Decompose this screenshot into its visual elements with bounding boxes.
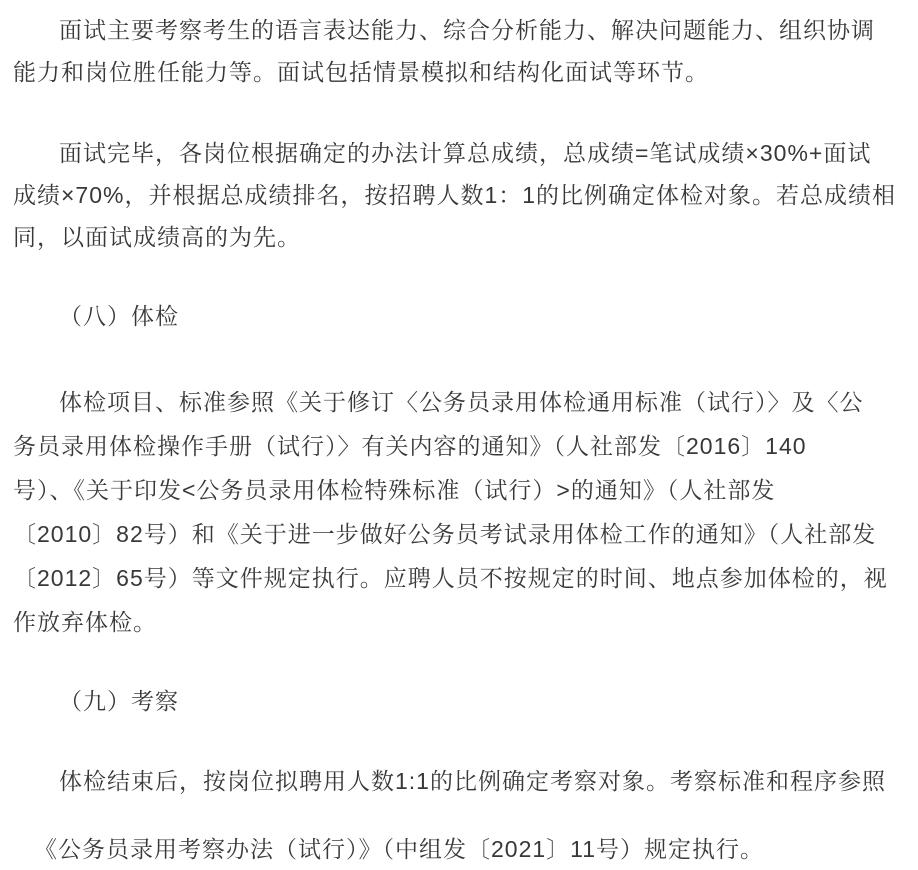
text-line: 体检结束后，按岗位拟聘用人数1:1的比例确定考察对象。考察标准和程序参照 bbox=[59, 768, 886, 794]
section-heading-text: （八）体检 bbox=[59, 303, 179, 329]
paragraph-inspection-regulation bbox=[13, 828, 905, 870]
section-heading-inspection bbox=[13, 680, 905, 722]
paragraph-interview-abilities bbox=[13, 9, 905, 93]
section-heading-text: （九）考察 bbox=[59, 688, 179, 714]
text-line: 同，以面试成绩高的为先。 bbox=[13, 224, 301, 250]
text-line: 成绩×70%，并根据总成绩排名，按招聘人数1：1的比例确定体检对象。若总成绩相 bbox=[13, 182, 897, 208]
paragraph-inspection-ratio bbox=[13, 760, 905, 802]
text-line: 〔2012〕65号）等文件规定执行。应聘人员不按规定的时间、地点参加体检的，视 bbox=[13, 565, 888, 591]
paragraph-total-score-formula bbox=[13, 132, 905, 258]
section-heading-physical-exam bbox=[13, 295, 905, 337]
text-line: 面试完毕，各岗位根据确定的办法计算总成绩，总成绩=笔试成绩×30%+面试 bbox=[59, 140, 872, 166]
paragraph-physical-exam-standards bbox=[13, 380, 905, 644]
text-line: 体检项目、标准参照《关于修订〈公务员录用体检通用标准（试行）〉及〈公 bbox=[59, 389, 864, 415]
text-line: 作放弃体检。 bbox=[13, 609, 157, 635]
text-line: 面试主要考察考生的语言表达能力、综合分析能力、解决问题能力、组织协调 bbox=[59, 17, 875, 43]
text-line: 务员录用体检操作手册（试行）〉有关内容的通知》（人社部发〔2016〕140 bbox=[13, 433, 807, 459]
text-line: 能力和岗位胜任能力等。面试包括情景模拟和结构化面试等环节。 bbox=[13, 59, 709, 85]
text-line: 《公务员录用考察办法（试行）》（中组发〔2021〕11号）规定执行。 bbox=[34, 836, 765, 862]
text-line: 〔2010〕82号）和《关于进一步做好公务员考试录用体检工作的通知》（人社部发 bbox=[13, 521, 877, 547]
text-line: 号）、《关于印发<公务员录用体检特殊标准（试行）>的通知》（人社部发 bbox=[13, 477, 776, 503]
